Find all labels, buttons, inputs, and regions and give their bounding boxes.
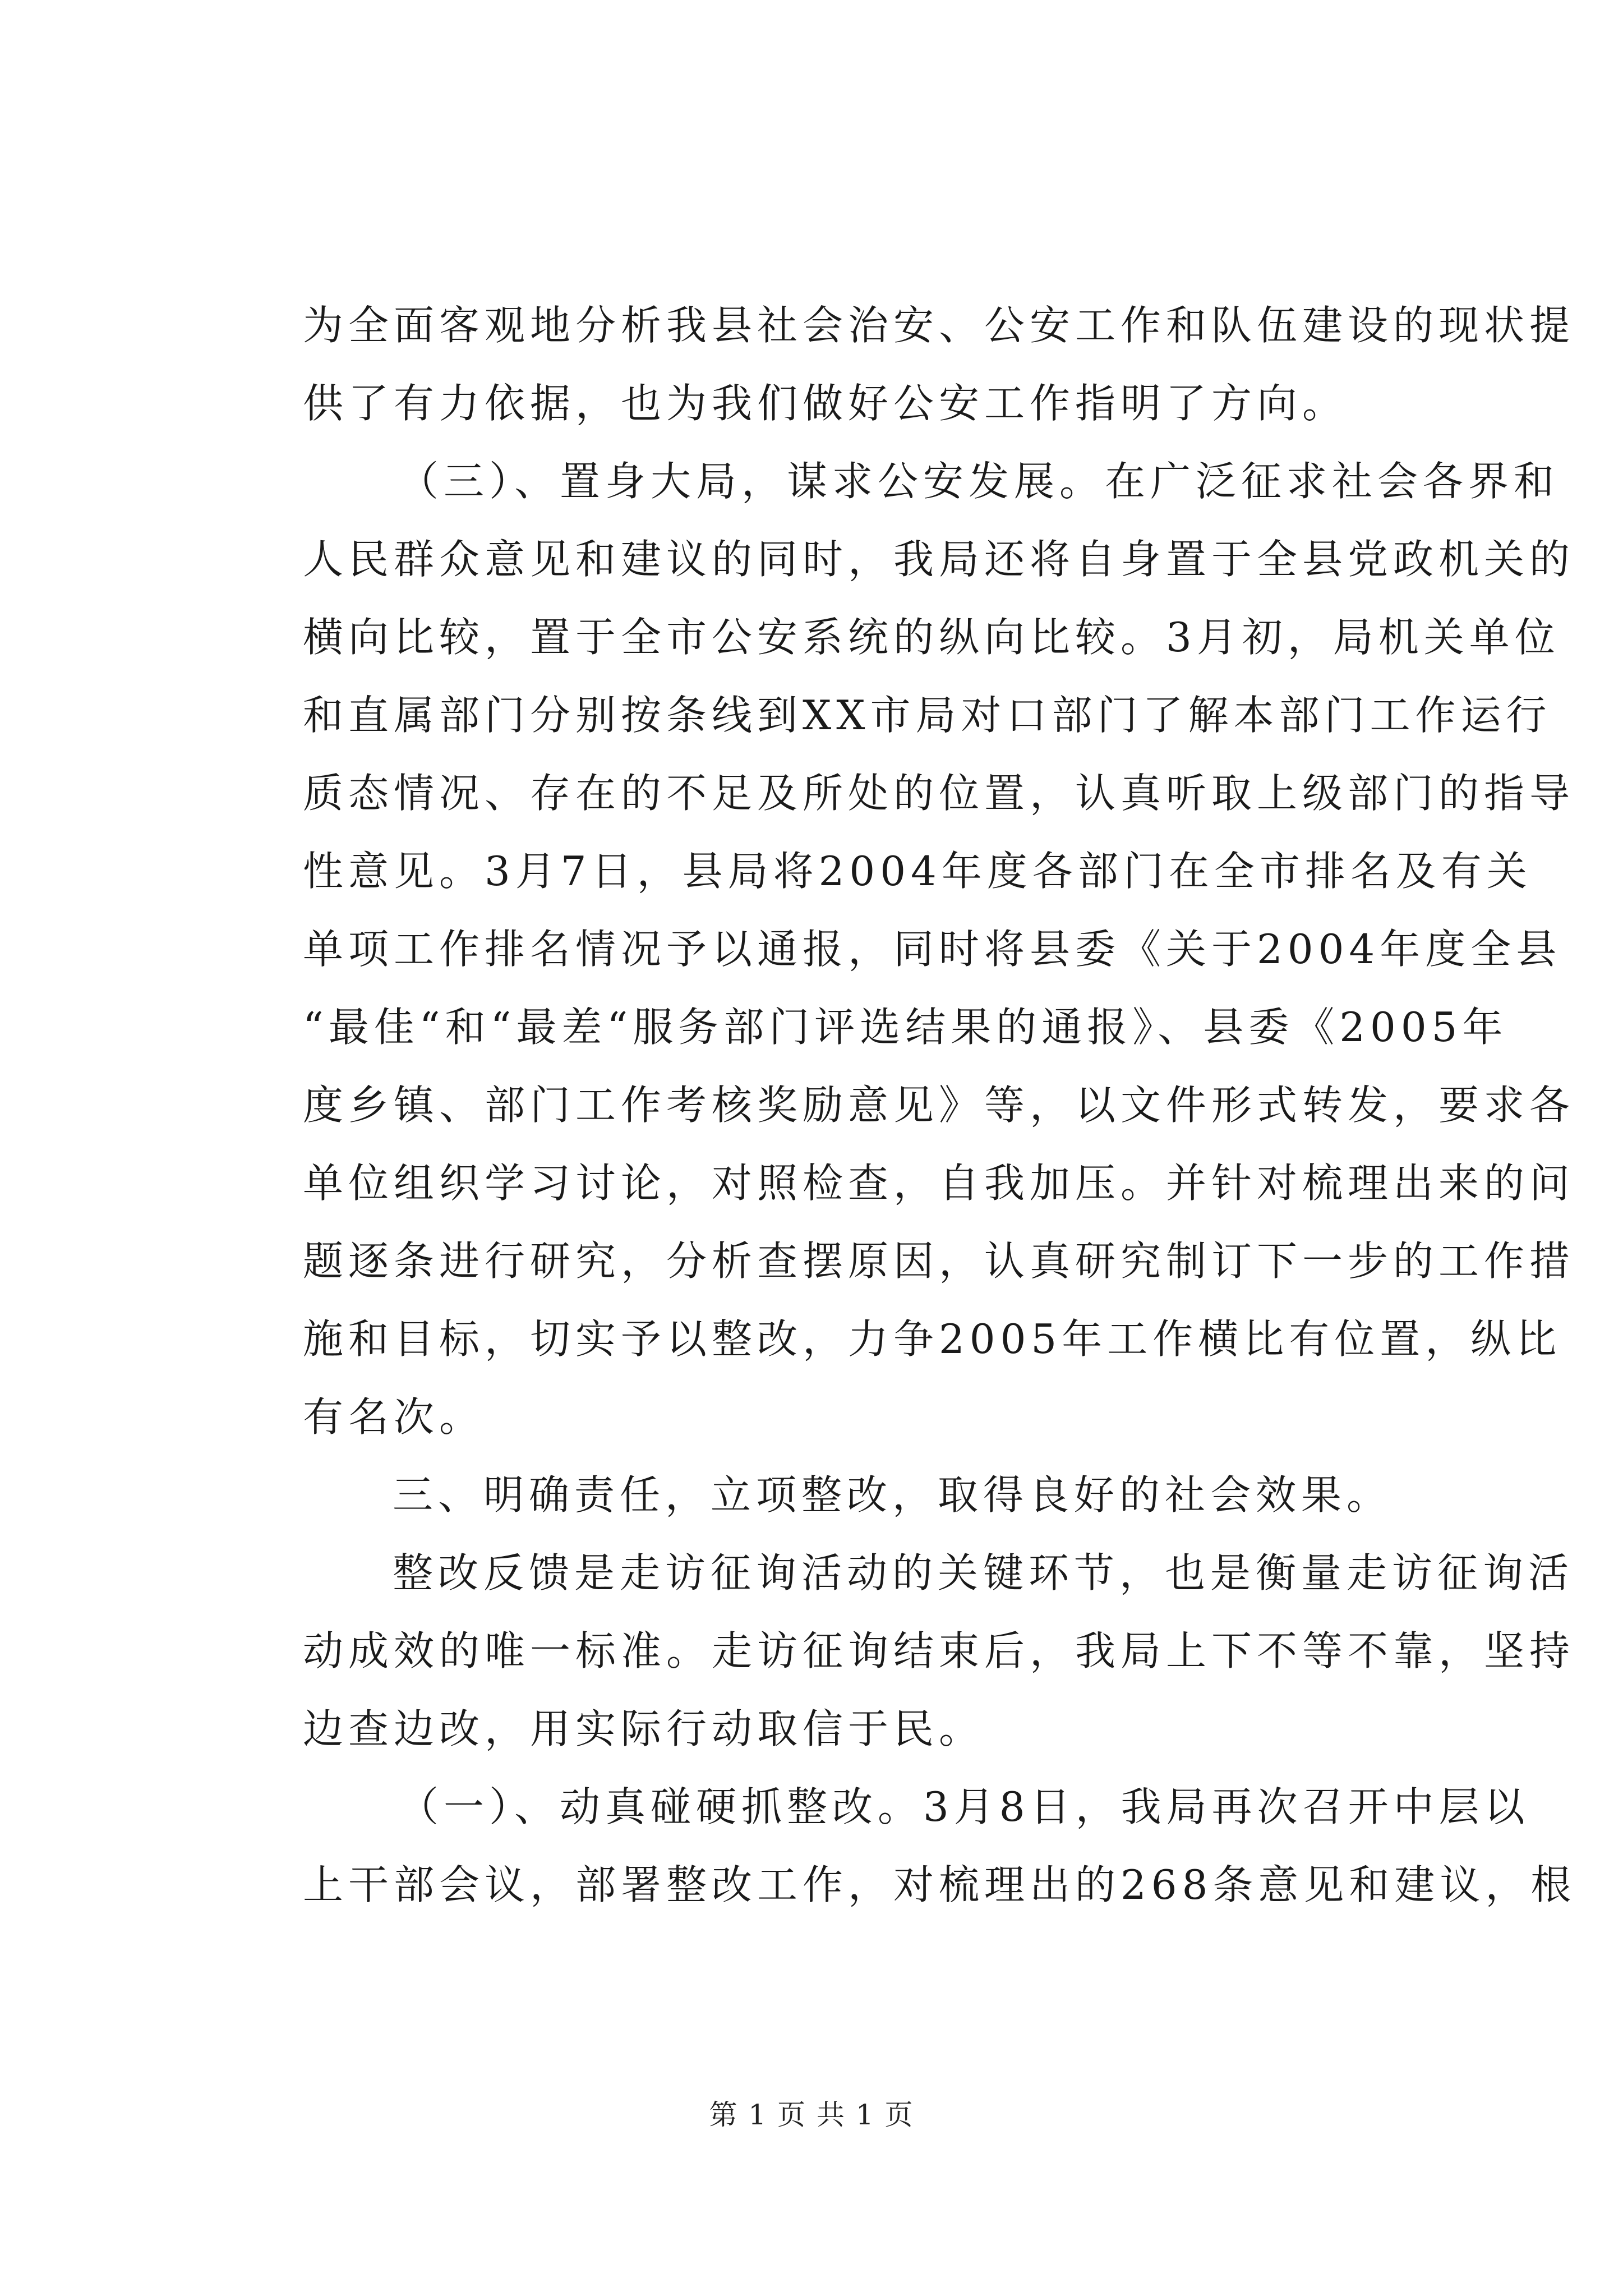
- text-line: 质态情况、存在的不足及所处的位置，认真听取上级部门的指导: [303, 770, 1575, 817]
- text-line: 为全面客观地分析我县社会治安、公安工作和队伍建设的现状提: [303, 302, 1575, 349]
- text-line: 横向比较，置于全市公安系统的纵向比较。3月初，局机关单位: [303, 614, 1560, 661]
- text-line: 性意见。3月7日，县局将2004年度各部门在全市排名及有关: [303, 848, 1532, 895]
- text-line: 整改反馈是走访征询活动的关键环节，也是衡量走访征询活: [393, 1549, 1574, 1596]
- text-line: 人民群众意见和建议的同时，我局还将自身置于全县党政机关的: [303, 536, 1575, 583]
- text-line: （一）、动真碰硬抓整改。3月8日，我局再次召开中层以: [398, 1783, 1530, 1830]
- page-footer: 第 1 页 共 1 页: [709, 2099, 914, 2131]
- text-line: 边查边改，用实际行动取信于民。: [303, 1705, 985, 1752]
- text-line: “最佳“和“最差“服务部门评选结果的通报》、县委《2005年: [303, 1004, 1508, 1051]
- text-line: 单项工作排名情况予以通报，同时将县委《关于2004年度全县: [303, 926, 1562, 973]
- text-line: 供了有力依据，也为我们做好公安工作指明了方向。: [303, 380, 1348, 427]
- text-line: 度乡镇、部门工作考核奖励意见》等，以文件形式转发，要求各: [303, 1082, 1575, 1129]
- text-line: 上干部会议，部署整改工作，对梳理出的268条意见和建议，根: [303, 1861, 1576, 1908]
- text-line: 施和目标，切实予以整改，力争2005年工作横比有位置，纵比: [303, 1315, 1562, 1363]
- text-line: 单位组织学习讨论，对照检查，自我加压。并针对梳理出来的问: [303, 1159, 1575, 1207]
- text-line: 题逐条进行研究，分析查摆原因，认真研究制订下一步的工作措: [303, 1237, 1575, 1285]
- text-line: 有名次。: [303, 1393, 485, 1441]
- text-line: 动成效的唯一标准。走访征询结束后，我局上下不等不靠，坚持: [303, 1627, 1575, 1674]
- text-line: （三）、置身大局，谋求公安发展。在广泛征求社会各界和: [398, 458, 1560, 505]
- text-line: 和直属部门分别按条线到XX市局对口部门了解本部门工作运行: [303, 692, 1552, 739]
- section-heading: 三、明确责任，立项整改，取得良好的社会效果。: [393, 1471, 1393, 1519]
